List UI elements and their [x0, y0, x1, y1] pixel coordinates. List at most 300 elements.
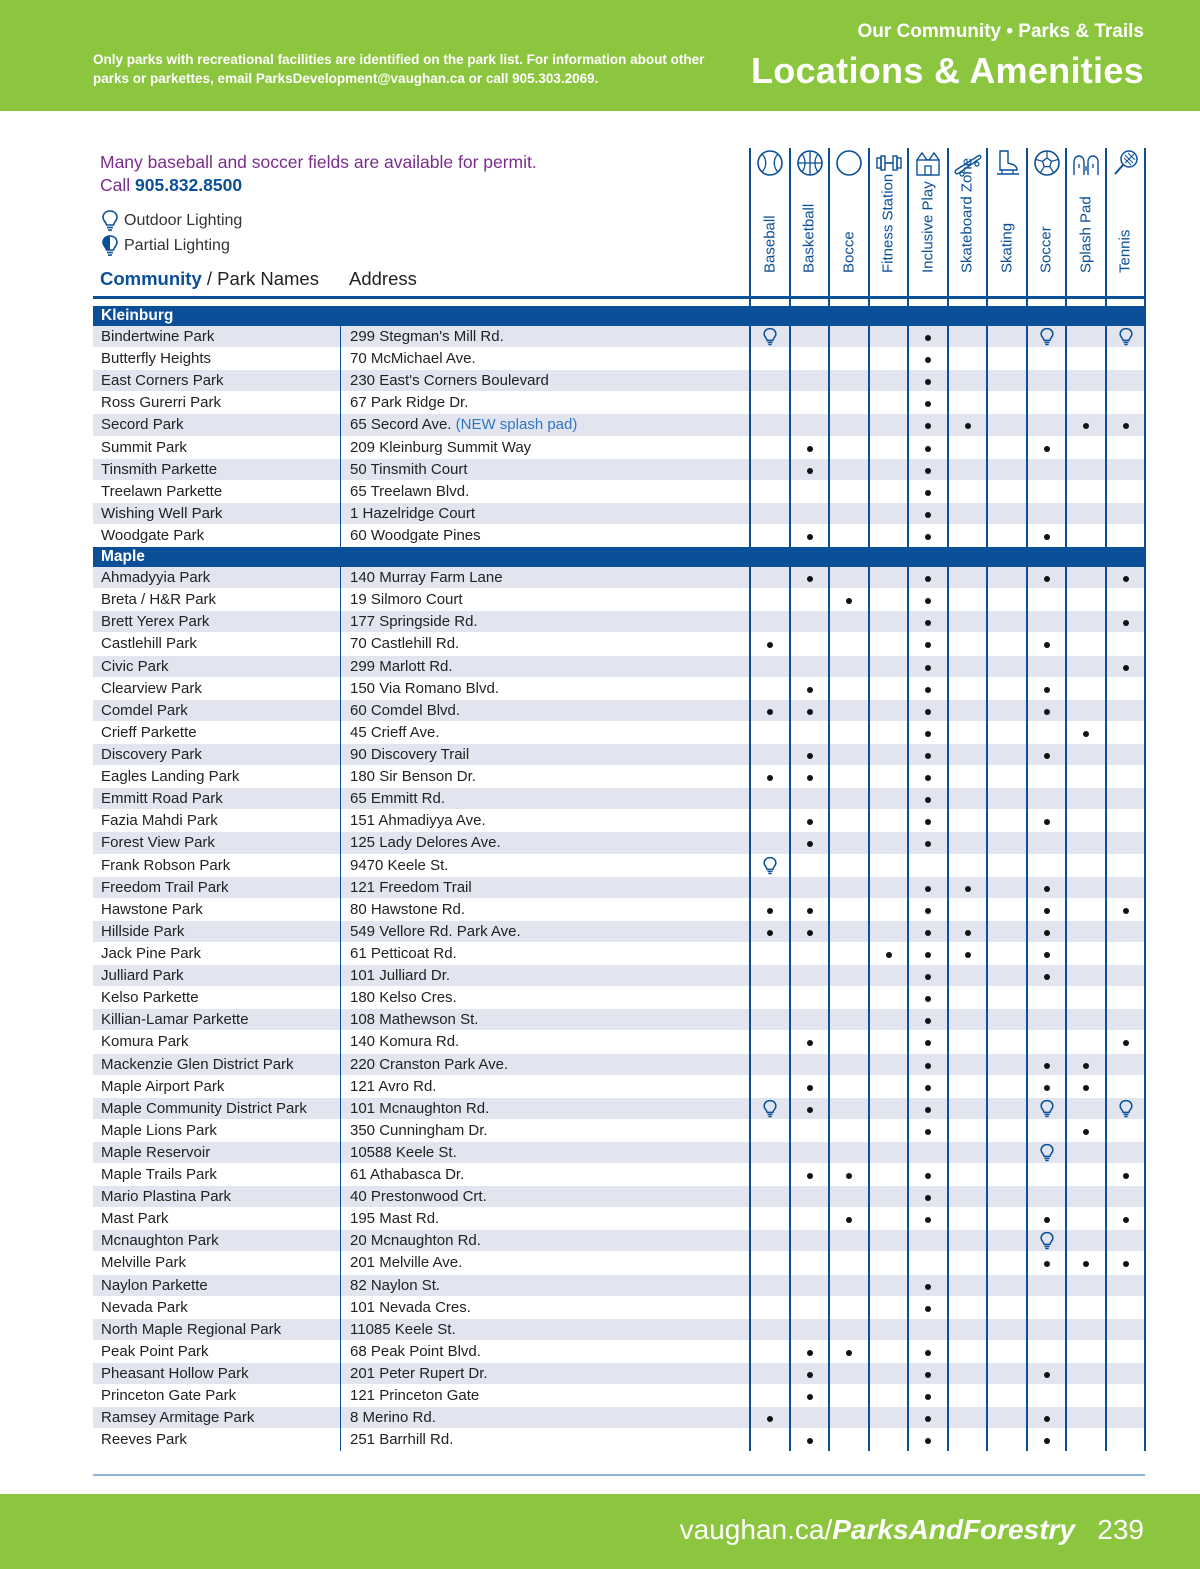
amenity-available-inclusive-play — [908, 832, 948, 854]
amenity-available-splash-pad — [1066, 1120, 1106, 1142]
amenity-available-soccer — [1027, 437, 1067, 459]
amenity-available-inclusive-play — [908, 503, 948, 525]
amenity-available-inclusive-play — [908, 788, 948, 810]
park-name: Frank Robson Park — [101, 856, 231, 874]
park-name: Summit Park — [101, 438, 187, 456]
legend-outdoor-label: Outdoor Lighting — [124, 212, 243, 229]
park-name: Treelawn Parkette — [101, 482, 223, 500]
available-dot — [925, 1173, 931, 1179]
available-dot — [846, 1350, 852, 1356]
park-address — [350, 1387, 479, 1404]
address-text: 68 Peak Point Blvd. — [350, 1342, 481, 1360]
available-dot — [807, 1085, 813, 1091]
park-name: Eagles Landing Park — [101, 768, 240, 786]
amenity-available-soccer — [1027, 525, 1067, 547]
amenity-lit-baseball — [750, 326, 790, 348]
park-address — [350, 416, 577, 433]
outdoor-lighting-icon — [761, 327, 779, 347]
amenity-available-inclusive-play — [908, 921, 948, 943]
available-dot — [925, 1438, 931, 1444]
park-name: Melville Park — [101, 1254, 187, 1272]
available-dot — [925, 775, 931, 781]
amenity-available-inclusive-play — [908, 1009, 948, 1031]
amenity-available-soccer — [1027, 678, 1067, 700]
amenity-header-basketball — [790, 148, 830, 298]
section-subtitle: Our Community • Parks & Trails — [857, 21, 1144, 42]
available-dot — [1123, 665, 1129, 671]
amenity-available-basketball — [790, 1098, 830, 1120]
park-address — [350, 350, 476, 367]
available-dot — [1123, 576, 1129, 582]
park-address — [350, 923, 521, 940]
park-address — [350, 394, 468, 411]
tennis-racket-icon — [1111, 148, 1141, 178]
amenity-available-tennis — [1106, 656, 1146, 678]
amenity-available-inclusive-play — [908, 700, 948, 722]
amenity-available-inclusive-play — [908, 1120, 948, 1142]
park-address — [350, 989, 457, 1006]
park-address — [350, 1343, 481, 1360]
park-address — [350, 483, 469, 500]
address-text: 1 Hazelridge Court — [350, 504, 476, 522]
outdoor-lighting-icon — [1117, 1099, 1135, 1119]
outdoor-lighting-icon — [1038, 1099, 1056, 1119]
available-dot — [807, 775, 813, 781]
amenity-available-inclusive-play — [908, 1297, 948, 1319]
park-address — [350, 591, 463, 608]
amenity-label: Tennis — [1116, 229, 1134, 273]
available-dot — [767, 709, 773, 715]
legend-partial-lighting — [100, 234, 230, 258]
amenity-available-inclusive-play — [908, 678, 948, 700]
available-dot — [925, 423, 931, 429]
park-address — [350, 1365, 488, 1382]
available-dot — [1083, 731, 1089, 737]
amenity-available-soccer — [1027, 1208, 1067, 1230]
amenity-available-bocce — [829, 1208, 869, 1230]
park-address — [350, 1011, 478, 1028]
park-name: Tinsmith Parkette — [101, 460, 218, 478]
available-dot — [925, 490, 931, 496]
address-text: 180 Kelso Cres. — [350, 989, 457, 1007]
address-text: 201 Peter Rupert Dr. — [350, 1365, 488, 1383]
address-text: 61 Petticoat Rd. — [350, 944, 457, 962]
amenity-available-skateboard-zone — [948, 877, 988, 899]
amenity-available-inclusive-play — [908, 766, 948, 788]
available-dot — [925, 908, 931, 914]
available-dot — [1044, 1085, 1050, 1091]
amenity-available-basketball — [790, 1385, 830, 1407]
park-address — [350, 505, 475, 522]
amenity-available-tennis — [1106, 1164, 1146, 1186]
available-dot — [1044, 709, 1050, 715]
amenity-available-basketball — [790, 899, 830, 921]
available-dot — [1044, 1261, 1050, 1267]
available-dot — [1083, 1261, 1089, 1267]
park-name: Peak Point Park — [101, 1342, 209, 1360]
permit-phone[interactable]: 905.832.8500 — [135, 175, 243, 195]
available-dot — [925, 379, 931, 385]
amenity-lit-tennis — [1106, 326, 1146, 348]
bocce-icon — [834, 148, 864, 178]
available-dot — [925, 709, 931, 715]
park-name: Mast Park — [101, 1210, 169, 1228]
amenity-lit-soccer — [1027, 1142, 1067, 1164]
amenity-column-rule — [907, 148, 909, 1451]
available-dot — [1044, 446, 1050, 452]
splash-pad-icon — [1071, 148, 1101, 178]
amenity-available-splash-pad — [1066, 1054, 1106, 1076]
amenity-available-tennis — [1106, 414, 1146, 436]
address-text: 50 Tinsmith Court — [350, 460, 468, 478]
footer-url[interactable] — [680, 1514, 1075, 1546]
address-text: 65 Secord Ave. — [350, 416, 452, 434]
outdoor-lighting-icon — [1117, 327, 1135, 347]
amenity-available-baseball — [750, 633, 790, 655]
address-text: 67 Park Ridge Dr. — [350, 394, 469, 412]
address-text: 8 Merino Rd. — [350, 1409, 436, 1427]
address-text: 60 Woodgate Pines — [350, 526, 481, 544]
amenity-available-basketball — [790, 459, 830, 481]
available-dot — [1083, 1085, 1089, 1091]
available-dot — [807, 534, 813, 540]
available-dot — [1044, 642, 1050, 648]
address-text: 220 Cranston Park Ave. — [350, 1055, 509, 1073]
available-dot — [965, 423, 971, 429]
park-name: Nevada Park — [101, 1298, 188, 1316]
amenity-available-basketball — [790, 744, 830, 766]
amenity-available-tennis — [1106, 1208, 1146, 1230]
available-dot — [807, 576, 813, 582]
amenity-available-inclusive-play — [908, 459, 948, 481]
available-dot — [925, 1085, 931, 1091]
amenity-available-bocce — [829, 1341, 869, 1363]
available-dot — [925, 886, 931, 892]
amenity-column-rule — [1144, 148, 1146, 1451]
available-dot — [1044, 952, 1050, 958]
park-name: Julliard Park — [101, 967, 184, 985]
park-name: Ramsey Armitage Park — [101, 1409, 255, 1427]
amenity-available-basketball — [790, 437, 830, 459]
park-name: Forest View Park — [101, 834, 215, 852]
available-dot — [925, 819, 931, 825]
amenity-available-inclusive-play — [908, 877, 948, 899]
available-dot — [846, 1173, 852, 1179]
amenity-available-inclusive-play — [908, 437, 948, 459]
amenity-available-soccer — [1027, 943, 1067, 965]
park-name: Pheasant Hollow Park — [101, 1365, 249, 1383]
park-name: Ross Gurerri Park — [101, 394, 222, 412]
available-dot — [807, 1394, 813, 1400]
address-text: 150 Via Romano Blvd. — [350, 679, 499, 697]
available-dot — [925, 687, 931, 693]
available-dot — [807, 1372, 813, 1378]
park-address — [350, 328, 504, 345]
park-address — [350, 790, 445, 807]
address-text: 121 Avro Rd. — [350, 1077, 437, 1095]
amenity-available-splash-pad — [1066, 722, 1106, 744]
park-name: Maple Community District Park — [101, 1099, 307, 1117]
available-dot — [767, 1416, 773, 1422]
available-dot — [1123, 620, 1129, 626]
park-address — [350, 967, 450, 984]
available-dot — [1123, 1173, 1129, 1179]
info-note: Only parks with recreational facilities are identified on the park list. For information about other parks or parkettes, email ParksDevelopment@vaughan.ca or call 905.303.2069. — [93, 52, 705, 86]
available-dot — [767, 908, 773, 914]
available-dot — [807, 709, 813, 715]
park-address — [350, 1166, 464, 1183]
available-dot — [767, 775, 773, 781]
available-dot — [925, 512, 931, 518]
park-address — [350, 1078, 436, 1095]
amenity-available-splash-pad — [1066, 414, 1106, 436]
address-text: 151 Ahmadiyya Ave. — [350, 812, 486, 830]
permit-line: Many baseball and soccer fields are available for permit. — [100, 152, 537, 172]
amenity-column-rule — [1026, 148, 1028, 1451]
amenity-available-inclusive-play — [908, 987, 948, 1009]
amenity-available-basketball — [790, 766, 830, 788]
park-address — [350, 1210, 439, 1227]
call-label: Call — [100, 175, 136, 195]
footer-url-plain: vaughan.ca/ — [679, 1514, 833, 1545]
amenity-available-inclusive-play — [908, 567, 948, 589]
park-name: Maple Trails Park — [101, 1166, 217, 1184]
amenity-label: Inclusive Play — [919, 181, 937, 273]
amenity-available-inclusive-play — [908, 1208, 948, 1230]
amenity-available-basketball — [790, 1363, 830, 1385]
address-text: 121 Freedom Trail — [350, 878, 472, 896]
available-dot — [925, 446, 931, 452]
amenity-available-basketball — [790, 1076, 830, 1098]
address-text: 10588 Keele St. — [350, 1143, 457, 1161]
amenity-available-tennis — [1106, 611, 1146, 633]
legend-outdoor-lighting — [100, 209, 242, 233]
outdoor-lighting-icon — [100, 209, 120, 233]
park-address — [350, 1033, 459, 1050]
amenity-available-baseball — [750, 921, 790, 943]
amenity-available-soccer — [1027, 1363, 1067, 1385]
amenity-available-soccer — [1027, 965, 1067, 987]
skate-icon — [992, 148, 1022, 178]
available-dot — [925, 1372, 931, 1378]
park-address — [350, 834, 501, 851]
available-dot — [1044, 974, 1050, 980]
amenity-lit-soccer — [1027, 326, 1067, 348]
park-address — [350, 1431, 453, 1448]
amenity-available-basketball — [790, 1164, 830, 1186]
amenity-header-baseball — [750, 148, 790, 298]
community-name: Kleinburg — [101, 307, 174, 324]
basketball-icon — [795, 148, 825, 178]
available-dot — [965, 886, 971, 892]
park-address — [350, 1144, 457, 1161]
amenity-available-inclusive-play — [908, 1385, 948, 1407]
address-text: 9470 Keele St. — [350, 856, 449, 874]
park-name: Reeves Park — [101, 1431, 187, 1449]
available-dot — [925, 1129, 931, 1135]
available-dot — [846, 1217, 852, 1223]
amenity-available-basketball — [790, 832, 830, 854]
available-dot — [925, 974, 931, 980]
park-name: Naylon Parkette — [101, 1276, 208, 1294]
available-dot — [925, 952, 931, 958]
amenity-available-inclusive-play — [908, 481, 948, 503]
amenity-available-basketball — [790, 1429, 830, 1451]
available-dot — [807, 446, 813, 452]
address-text: 70 Castlehill Rd. — [350, 635, 460, 653]
amenity-available-inclusive-play — [908, 633, 948, 655]
park-name: Komura Park — [101, 1033, 189, 1051]
amenity-header-soccer — [1027, 148, 1067, 298]
table-bottom-rule — [93, 1474, 1145, 1476]
amenity-available-inclusive-play — [908, 1341, 948, 1363]
amenity-header-bocce — [829, 148, 869, 298]
available-dot — [807, 819, 813, 825]
address-text: 121 Princeton Gate — [350, 1387, 480, 1405]
address-text: 251 Barrhill Rd. — [350, 1431, 454, 1449]
amenity-available-inclusive-play — [908, 810, 948, 832]
available-dot — [807, 930, 813, 936]
amenity-available-tennis — [1106, 899, 1146, 921]
amenity-column-rule — [749, 148, 751, 1451]
amenity-label: Splash Pad — [1077, 196, 1095, 273]
amenity-header-skating — [987, 148, 1027, 298]
park-address — [350, 1232, 481, 1249]
available-dot — [1044, 819, 1050, 825]
amenity-label: Basketball — [800, 203, 818, 273]
available-dot — [807, 841, 813, 847]
address-text: 80 Hawstone Rd. — [350, 900, 466, 918]
park-address — [350, 613, 478, 630]
available-dot — [925, 401, 931, 407]
available-dot — [925, 930, 931, 936]
available-dot — [925, 1040, 931, 1046]
amenity-label: Skating — [998, 222, 1016, 273]
park-address — [350, 527, 481, 544]
address-text: 60 Comdel Blvd. — [350, 701, 461, 719]
park-address — [350, 1299, 471, 1316]
amenity-available-tennis — [1106, 1031, 1146, 1053]
available-dot — [1123, 1040, 1129, 1046]
park-name: Ahmadyyia Park — [101, 569, 211, 587]
amenity-available-basketball — [790, 1341, 830, 1363]
available-dot — [925, 1063, 931, 1069]
park-address — [350, 635, 459, 652]
community-label: Community — [100, 268, 202, 289]
park-name: East Corners Park — [101, 372, 224, 390]
column-header-address: Address — [349, 268, 417, 289]
address-text: 40 Prestonwood Crt. — [350, 1188, 487, 1206]
address-text: 209 Kleinburg Summit Way — [350, 438, 532, 456]
address-text: 230 East's Corners Boulevard — [350, 372, 549, 390]
park-address — [350, 879, 472, 896]
park-address — [350, 569, 503, 586]
amenity-available-basketball — [790, 700, 830, 722]
available-dot — [925, 731, 931, 737]
address-text: 20 Mcnaughton Rd. — [350, 1232, 481, 1250]
available-dot — [1123, 1261, 1129, 1267]
amenity-available-inclusive-play — [908, 899, 948, 921]
available-dot — [925, 1394, 931, 1400]
footer-url-bold: ParksAndForestry — [832, 1514, 1075, 1545]
available-dot — [807, 1040, 813, 1046]
amenity-available-baseball — [750, 700, 790, 722]
available-dot — [925, 468, 931, 474]
available-dot — [925, 797, 931, 803]
park-address — [350, 724, 440, 741]
park-address — [350, 372, 549, 389]
park-name: Hillside Park — [101, 922, 185, 940]
amenity-available-soccer — [1027, 1429, 1067, 1451]
amenity-available-soccer — [1027, 877, 1067, 899]
page-title: Locations & Amenities — [750, 50, 1144, 91]
amenity-available-inclusive-play — [908, 1076, 948, 1098]
address-text: 45 Crieff Ave. — [350, 723, 440, 741]
available-dot — [1044, 1438, 1050, 1444]
address-text: 61 Athabasca Dr. — [350, 1166, 465, 1184]
amenity-available-soccer — [1027, 1054, 1067, 1076]
amenity-available-tennis — [1106, 567, 1146, 589]
available-dot — [1044, 908, 1050, 914]
available-dot — [846, 598, 852, 604]
park-address — [350, 812, 486, 829]
park-name: Jack Pine Park — [101, 944, 202, 962]
available-dot — [1083, 1063, 1089, 1069]
park-address — [350, 857, 448, 874]
amenity-available-inclusive-play — [908, 1275, 948, 1297]
park-address — [350, 1409, 436, 1426]
park-address — [350, 945, 457, 962]
amenity-column-rule — [947, 148, 949, 1451]
available-dot — [1044, 534, 1050, 540]
amenity-available-splash-pad — [1066, 1252, 1106, 1274]
amenity-available-inclusive-play — [908, 326, 948, 348]
outdoor-lighting-icon — [1038, 1231, 1056, 1251]
amenity-available-inclusive-play — [908, 1429, 948, 1451]
park-name: Mackenzie Glen District Park — [101, 1055, 294, 1073]
amenity-available-inclusive-play — [908, 392, 948, 414]
available-dot — [1044, 576, 1050, 582]
partial-lighting-icon — [100, 234, 120, 258]
park-address — [350, 746, 469, 763]
address-text: 177 Springside Rd. — [350, 613, 478, 631]
amenity-available-baseball — [750, 766, 790, 788]
amenity-available-soccer — [1027, 633, 1067, 655]
available-dot — [1044, 886, 1050, 892]
amenity-column-rule — [986, 148, 988, 1451]
outdoor-lighting-icon — [1038, 327, 1056, 347]
amenity-available-inclusive-play — [908, 965, 948, 987]
address-text: 101 Nevada Cres. — [350, 1298, 471, 1316]
address-text: 11085 Keele St. — [350, 1320, 456, 1338]
available-dot — [886, 952, 892, 958]
available-dot — [1123, 908, 1129, 914]
amenity-label: Baseball — [761, 215, 779, 273]
amenity-available-basketball — [790, 810, 830, 832]
park-name: Killian-Lamar Parkette — [101, 1011, 249, 1029]
amenity-label: Fitness Station — [879, 173, 897, 273]
amenity-available-basketball — [790, 678, 830, 700]
amenity-available-tennis — [1106, 1252, 1146, 1274]
amenity-available-fitness-station — [869, 943, 909, 965]
amenity-label: Skateboard Zone — [958, 157, 976, 273]
address-text: 125 Lady Delores Ave. — [350, 834, 501, 852]
outdoor-lighting-icon — [761, 1099, 779, 1119]
amenity-available-soccer — [1027, 1407, 1067, 1429]
park-address — [350, 1188, 487, 1205]
amenity-available-baseball — [750, 1407, 790, 1429]
available-dot — [925, 665, 931, 671]
